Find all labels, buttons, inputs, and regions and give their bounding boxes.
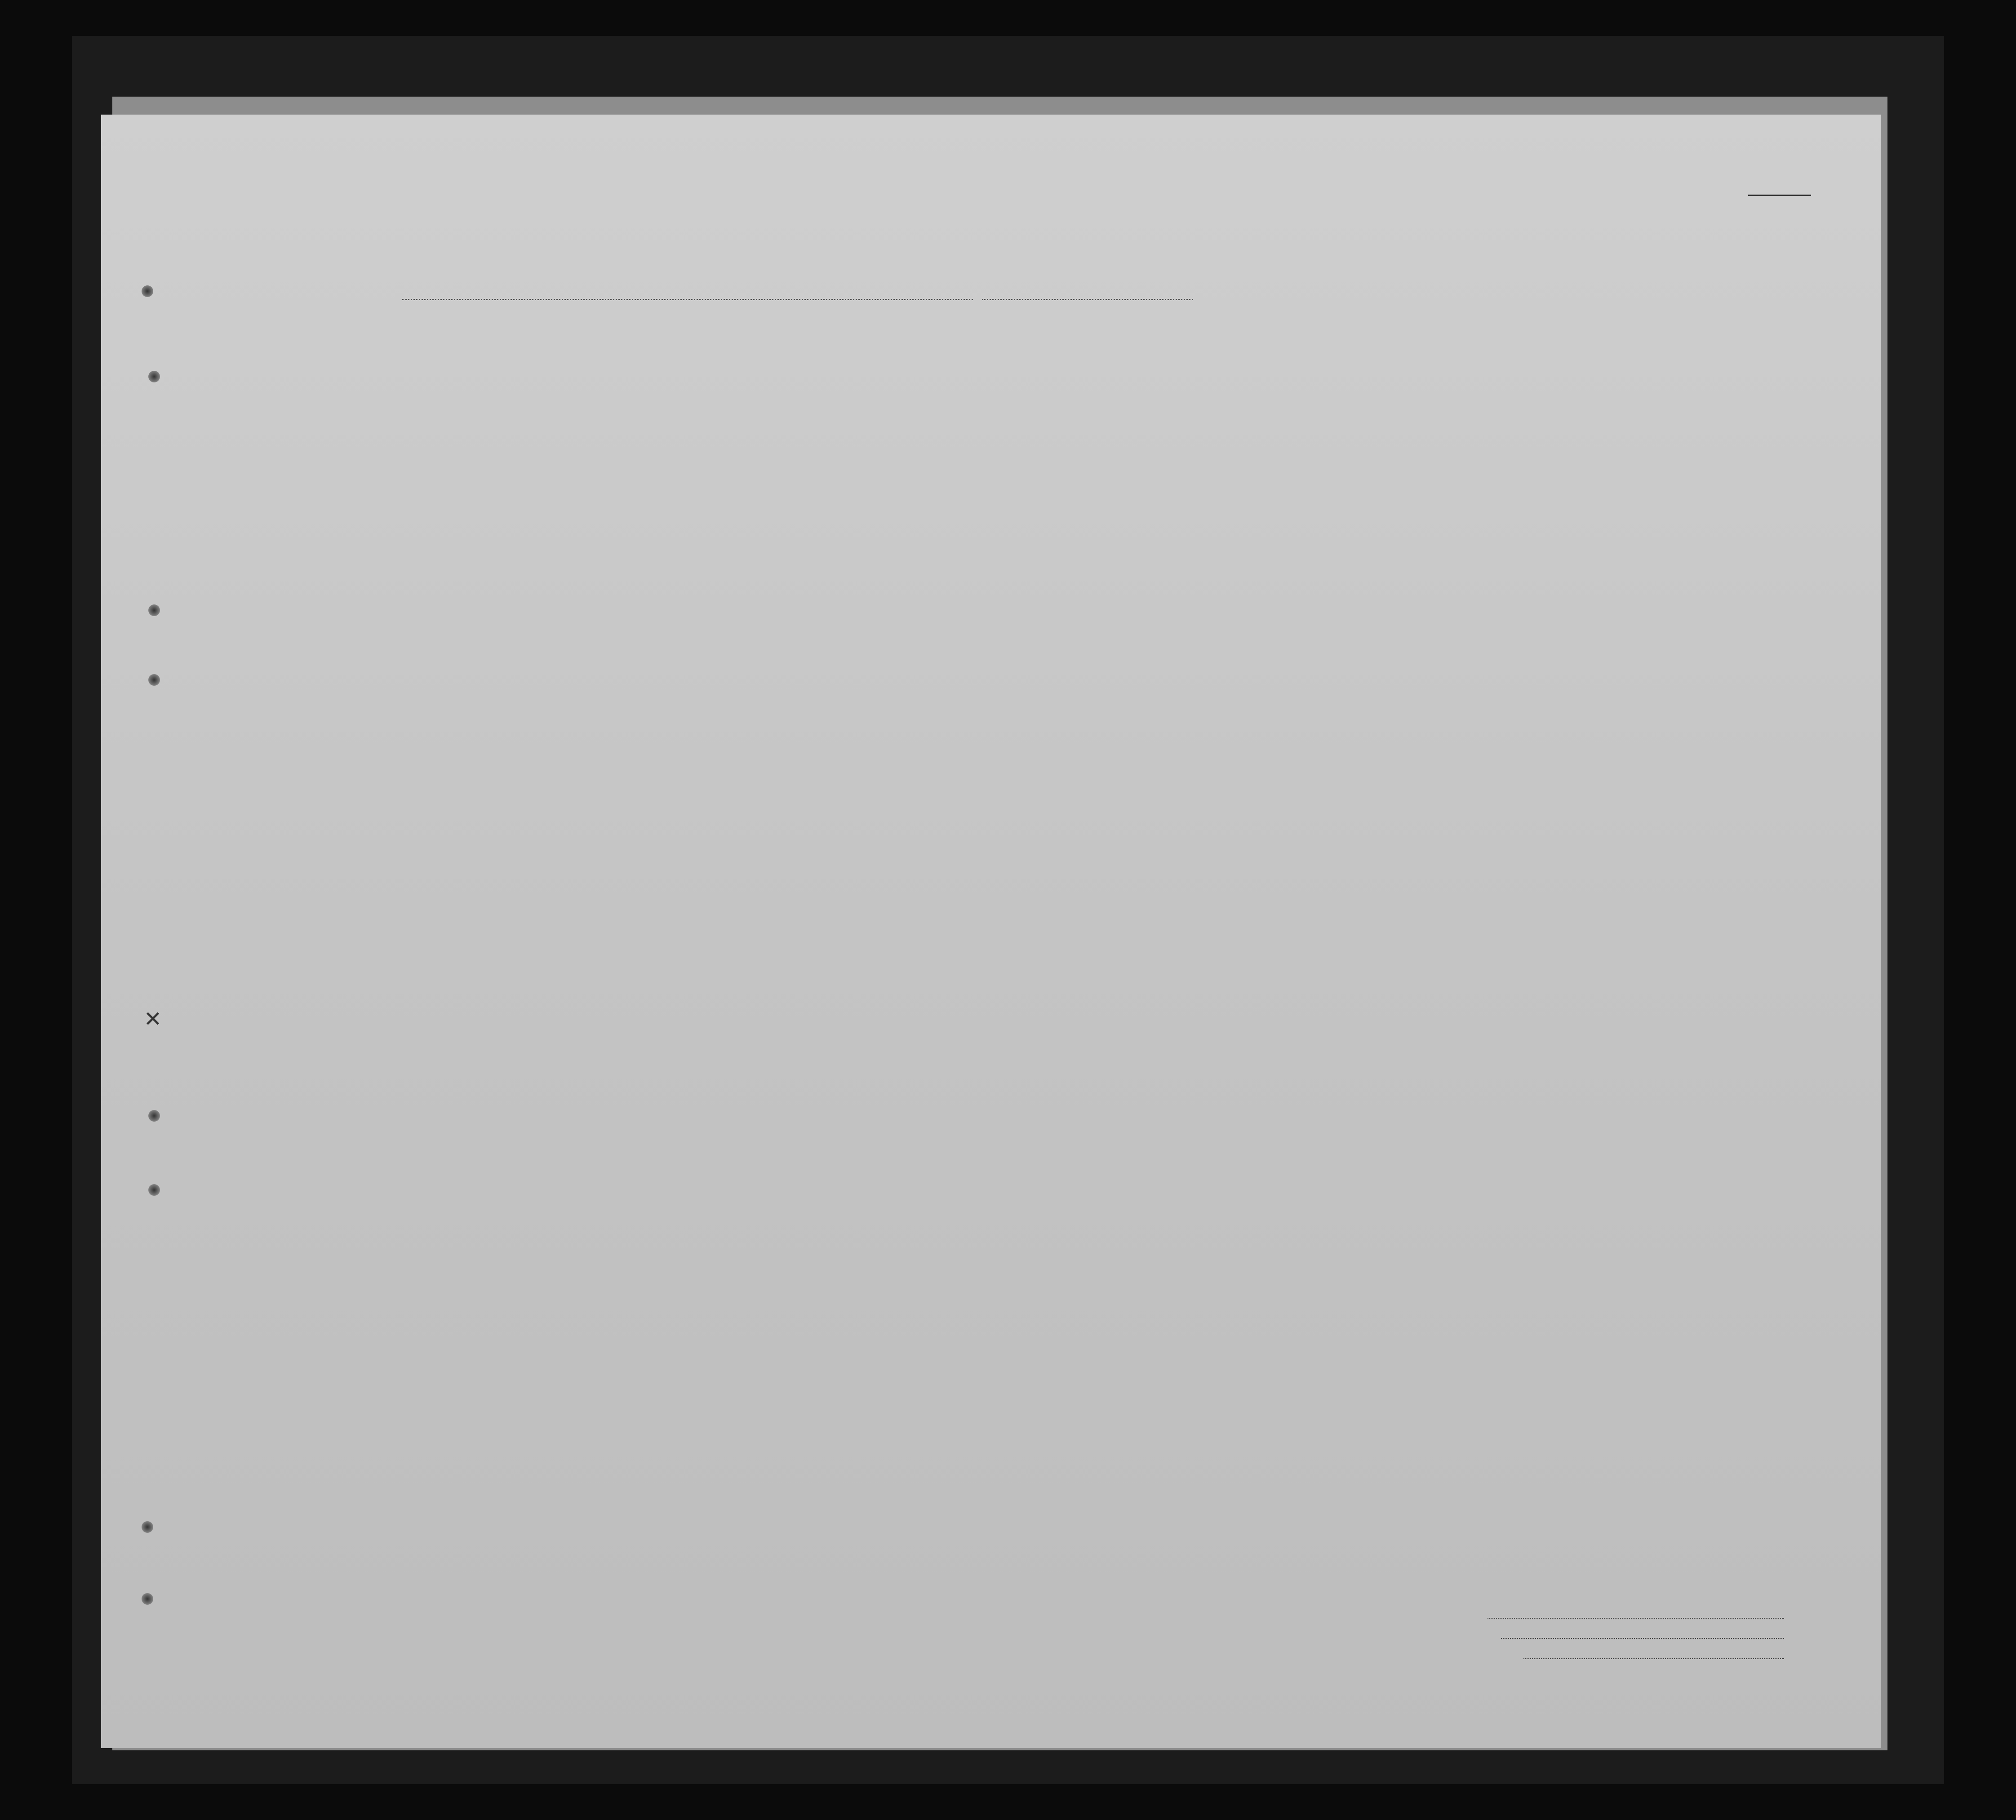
owners-signature-line bbox=[1501, 1638, 1784, 1639]
table-grid bbox=[101, 115, 1881, 1748]
agents-signature-line bbox=[1523, 1658, 1784, 1659]
manifest-sheet bbox=[101, 115, 1881, 1748]
line-signature-line bbox=[1488, 1618, 1784, 1619]
pencil-check-mark: ✕ bbox=[144, 1008, 162, 1031]
